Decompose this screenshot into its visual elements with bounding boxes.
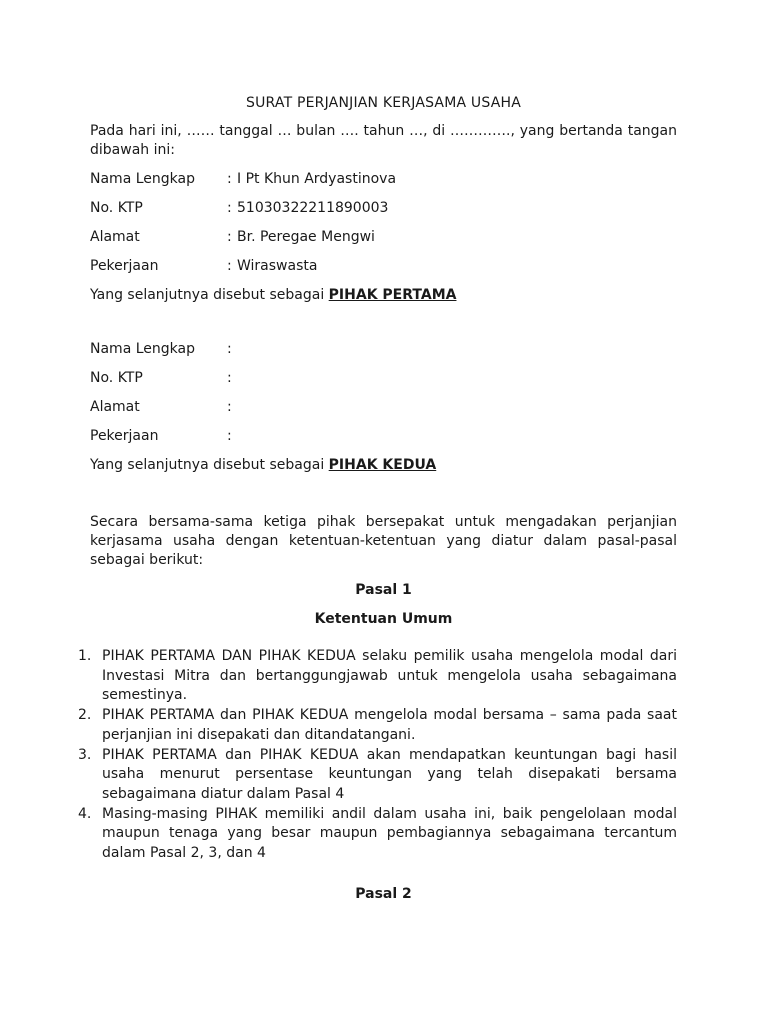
field-value: I Pt Khun Ardyastinova	[237, 171, 397, 187]
field-label: Alamat	[90, 399, 140, 415]
field-label: No. KTP	[90, 370, 143, 386]
field-separator: :	[227, 200, 232, 216]
designation-prefix: Yang selanjutnya disebut sebagai	[90, 287, 329, 303]
field-separator: :	[227, 341, 232, 357]
field-separator: :	[227, 428, 232, 444]
field-value: Br. Peregae Mengwi	[237, 229, 375, 245]
list-number: 1.	[78, 648, 92, 664]
field-label: Pekerjaan	[90, 428, 159, 444]
designation-term: PIHAK PERTAMA	[328, 287, 457, 303]
list-item	[78, 647, 677, 706]
party1-block	[90, 170, 677, 305]
party1-occupation-row	[90, 257, 677, 276]
list-text: PIHAK PERTAMA DAN PIHAK KEDUA selaku pemilik usaha mengelola modal dari Investasi Mitra dan bertanggungjawab untuk mengelola usaha sebagaimana semestinya.	[102, 648, 677, 703]
pasal1-heading: Pasal 1	[355, 582, 412, 598]
list-number: 2.	[78, 707, 92, 723]
intro-paragraph: Pada hari ini, …… tanggal … bulan …. tahun …, di …………., yang bertanda tangan dibawah ini:	[90, 123, 677, 158]
field-label: Alamat	[90, 229, 140, 245]
document-title: SURAT PERJANJIAN KERJASAMA USAHA	[245, 95, 521, 111]
field-separator: :	[227, 399, 232, 415]
field-label: No. KTP	[90, 200, 143, 216]
designation-prefix: Yang selanjutnya disebut sebagai	[90, 457, 329, 473]
list-item	[78, 805, 677, 864]
party1-designation	[90, 286, 677, 305]
spacer	[90, 475, 677, 513]
list-text: PIHAK PERTAMA dan PIHAK KEDUA mengelola modal bersama – sama pada saat perjanjian ini disepakati dan ditandatangani.	[102, 707, 677, 743]
party1-name-row	[90, 170, 677, 189]
list-number: 4.	[78, 805, 92, 822]
pasal2-heading: Pasal 2	[355, 886, 412, 902]
field-label: Nama Lengkap	[90, 171, 195, 187]
document-page	[78, 95, 677, 904]
party2-name-row	[90, 340, 677, 359]
party2-address-row	[90, 398, 677, 417]
list-item	[78, 746, 677, 805]
field-value: Wiraswasta	[237, 258, 318, 274]
list-text: Masing-masing PIHAK memiliki andil dalam usaha ini, baik pengelolaan modal maupun tenaga yang besar maupun pembagiannya sebagaimana tercantum dalam Pasal 2, 3, dan 4	[102, 805, 677, 861]
field-separator: :	[227, 258, 232, 274]
party1-address-row	[90, 228, 677, 247]
field-value	[237, 369, 677, 388]
field-separator: :	[227, 171, 232, 187]
party1-ktp-row	[90, 199, 677, 218]
party2-block	[90, 340, 677, 475]
list-item	[78, 706, 677, 745]
field-label: Nama Lengkap	[90, 341, 195, 357]
list-text: PIHAK PERTAMA dan PIHAK KEDUA akan mendapatkan keuntungan bagi hasil usaha menurut persentase keuntungan yang telah disepakati bersama sebagaimana diatur dalam Pasal 4	[102, 746, 677, 802]
party2-occupation-row	[90, 427, 677, 446]
designation-term: PIHAK KEDUA	[328, 457, 437, 473]
field-separator: :	[227, 370, 232, 386]
party2-ktp-row	[90, 369, 677, 388]
pasal1-list	[78, 647, 677, 863]
field-value	[237, 340, 677, 359]
field-value	[237, 398, 677, 417]
party2-designation	[90, 456, 677, 475]
field-separator: :	[227, 229, 232, 245]
spacer	[90, 305, 677, 340]
field-value	[237, 427, 677, 446]
field-label: Pekerjaan	[90, 258, 159, 274]
pasal1-subheading: Ketentuan Umum	[314, 611, 453, 627]
list-number: 3.	[78, 746, 92, 763]
agreement-paragraph: Secara bersama-sama ketiga pihak bersepakat untuk mengadakan perjanjian kerjasama usaha dengan ketentuan-ketentuan yang diatur dalam pasal-pasal sebagai berikut:	[90, 514, 677, 568]
field-value: 51030322211890003	[237, 200, 389, 216]
